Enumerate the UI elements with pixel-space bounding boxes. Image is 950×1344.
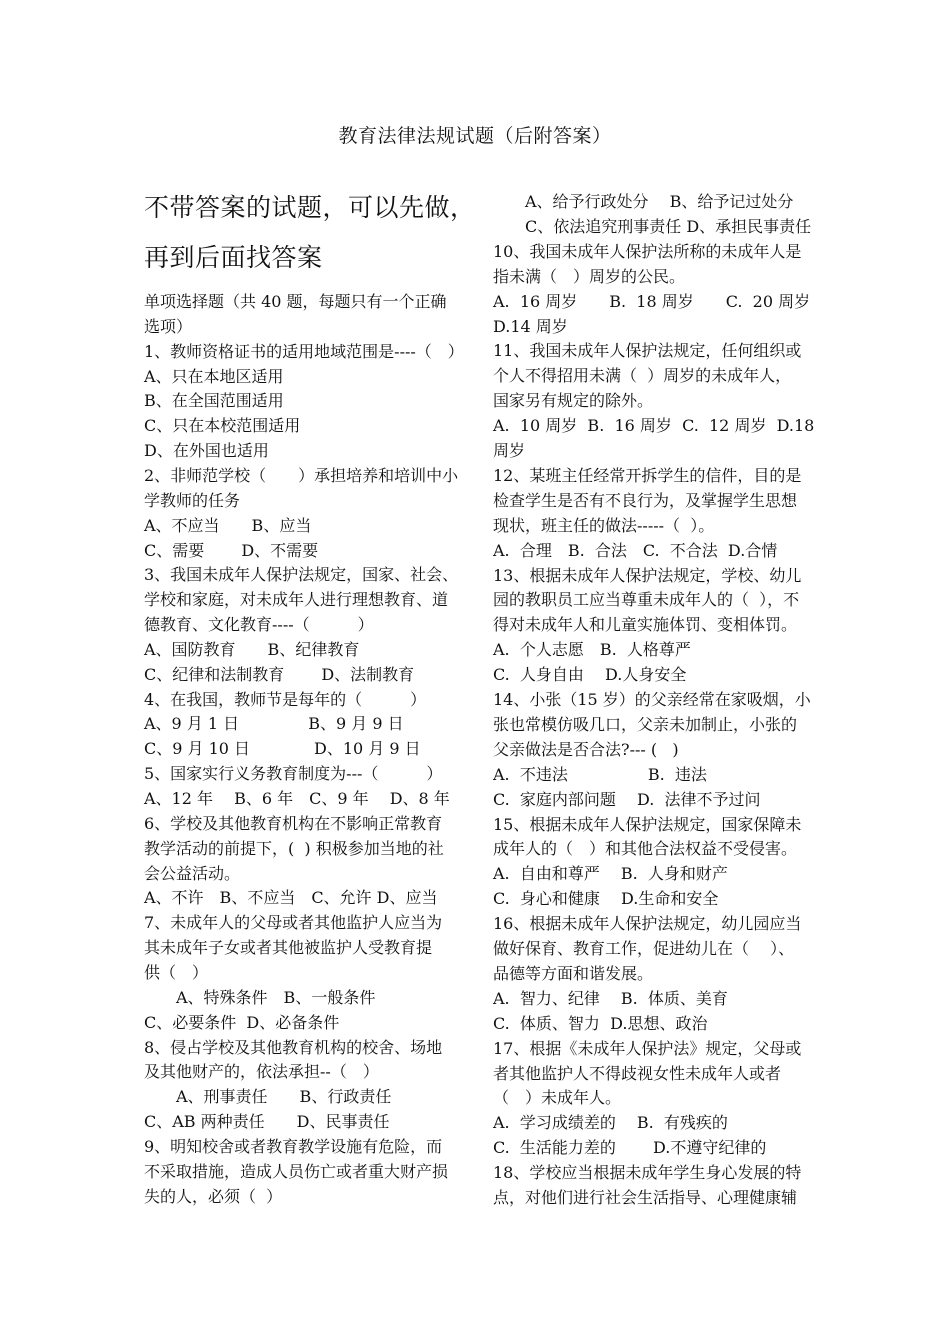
text-line: A. 合理 B. 合法 C. 不合法 D.合情 [493,540,778,560]
text-line: 不采取措施，造成人员伤亡或者重大财产损 [144,1161,449,1181]
text-line: 国家另有规定的除外。 [493,391,654,411]
text-line: C. 人身自由 D.人身安全 [493,665,687,685]
text-line: C、必要条件 D、必备条件 [144,1012,340,1032]
text-line: A. 不违法 B. 违法 [493,764,707,784]
text-line: A、12 年 B、6 年 C、9 年 D、8 年 [144,789,450,808]
text-line: C、只在本校范围适用 [144,416,301,436]
text-line: 15、根据未成年人保护法规定，国家保障未 [493,814,802,834]
left-heading-line-1: 不带答案的试题，可以先做， [144,193,476,222]
text-line: C、9 月 10 日 D、10 月 9 日 [144,739,421,759]
text-line: D、在外国也适用 [144,441,269,461]
text-line: 17、根据《未成年人保护法》规定，父母或 [493,1038,802,1058]
text-line: 12、某班主任经常开拆学生的信件，目的是 [493,465,802,485]
text-line: A、不许 B、不应当 C、允许 D、应当 [144,888,438,908]
document-title: 教育法律法规试题（后附答案） [338,125,612,147]
text-line: 会公益活动。 [144,863,241,883]
text-line: 指未满（ ）周岁的公民。 [493,266,686,286]
text-line: 点，对他们进行社会生活指导、心理健康辅 [493,1188,798,1207]
text-line: A、不应当 B、应当 [144,515,312,535]
text-line: A、国防教育 B、纪律教育 [144,639,360,659]
text-line: A、给予行政处分 B、给予记过处分 [493,192,794,211]
text-line: 10、我国未成年人保护法所称的未成年人是 [493,241,802,261]
text-line: 现状，班主任的做法-----（ ）。 [493,515,715,535]
text-line: 18、学校应当根据未成年学生身心发展的特 [493,1163,802,1183]
text-line: 个人不得招用未满（ ）周岁的未成年人， [493,366,792,386]
text-line: A. 学习成绩差的 B. 有残疾的 [493,1113,728,1133]
text-line: A. 自由和尊严 B. 人身和财产 [493,864,728,884]
text-line: 14、小张（15 岁）的父亲经常在家吸烟，小 [493,690,811,709]
text-line: B、在全国范围适用 [144,391,284,411]
text-line: 单项选择题（共 40 题，每题只有一个正确 [144,292,447,311]
text-line: 11、我国未成年人保护法规定，任何组织或 [493,341,802,361]
text-line: 品德等方面和谐发展。 [493,963,654,983]
text-line: （ ）未成年人。 [493,1088,622,1108]
text-line: 3、我国未成年人保护法规定，国家、社会、 [144,565,459,585]
text-line: 6、学校及其他教育机构在不影响正常教育 [144,813,443,833]
text-line: C. 体质、智力 D.思想、政治 [493,1013,708,1033]
text-line: 教学活动的前提下，( ) 积极参加当地的社 [144,838,444,858]
text-line: C、需要 D、不需要 [144,540,319,560]
text-line: 9、明知校舍或者教育教学设施有危险，而 [144,1136,443,1156]
text-line: 4、在我国，教师节是每年的（ ） [144,689,427,709]
text-line: 5、国家实行义务教育制度为---（ ） [144,764,443,784]
text-line: C、纪律和法制教育 D、法制教育 [144,664,415,684]
text-line: 供（ ） [144,962,209,982]
text-line: C、AB 两种责任 D、民事责任 [144,1112,390,1132]
text-line: A. 个人志愿 B. 人格尊严 [493,640,691,660]
text-line: 检查学生是否有不良行为，及掌握学生思想 [493,490,798,510]
text-line: 者其他监护人不得歧视女性未成年人或者 [493,1063,782,1083]
text-line: A. 16 周岁 B. 18 周岁 C. 20 周岁 [493,291,811,311]
text-line: 学校和家庭，对未成年人进行理想教育、道 [144,590,449,610]
text-line: A、只在本地区适用 [144,366,284,386]
text-line: 其未成年子女或者其他被监护人受教育提 [144,938,433,958]
text-line: C. 生活能力差的 D.不遵守纪律的 [493,1138,767,1158]
text-line: A. 智力、纪律 B. 体质、美育 [493,988,728,1008]
text-line: 做好保育、教育工作，促进幼儿在（ ）、 [493,939,795,958]
text-line: 7、未成年人的父母或者其他监护人应当为 [144,913,443,933]
text-line: 成年人的（ ）和其他合法权益不受侵害。 [493,839,798,859]
text-line: 选项） [144,316,193,336]
text-line: A. 10 周岁 B. 16 周岁 C. 12 周岁 D.18 [493,416,815,436]
text-line: C. 家庭内部问题 D. 法律不予过问 [493,789,761,809]
text-line: A、特殊条件 B、一般条件 [144,987,376,1007]
text-line: 2、非师范学校（ ）承担培养和培训中小 [144,465,459,485]
text-line: C. 身心和健康 D.生命和安全 [493,889,719,909]
text-line: A、9 月 1 日 B、9 月 9 日 [144,714,404,734]
text-line: 16、根据未成年人保护法规定，幼儿园应当 [493,914,802,934]
text-line: 1、教师资格证书的适用地域范围是----（ ） [144,341,464,361]
text-line: 得对未成年人和儿童实施体罚、变相体罚。 [493,615,798,635]
text-line: 失的人，必须（ ） [144,1186,283,1206]
text-line: 园的教职员工应当尊重未成年人的（ ），不 [493,590,800,610]
text-line: 学教师的任务 [144,490,241,510]
text-line: 周岁 [493,441,526,460]
text-line: A、刑事责任 B、行政责任 [144,1087,392,1107]
text-line: D.14 周岁 [493,316,568,336]
text-line: 德教育、文化教育----（ ） [144,615,374,635]
left-heading-line-2: 再到后面找答案 [144,243,323,272]
text-line: 张也常模仿吸几口，父亲未加制止，小张的 [493,714,798,734]
text-line: 及其他财产的，依法承担--（ ） [144,1062,379,1082]
text-line: 父亲做法是否合法?--- ( ) [493,739,679,759]
text-line: 13、根据未成年人保护法规定，学校、幼儿 [493,565,802,585]
text-line: 8、侵占学校及其他教育机构的校舍、场地 [144,1037,443,1057]
text-line: C、依法追究刑事责任 D、承担民事责任 [493,216,812,236]
